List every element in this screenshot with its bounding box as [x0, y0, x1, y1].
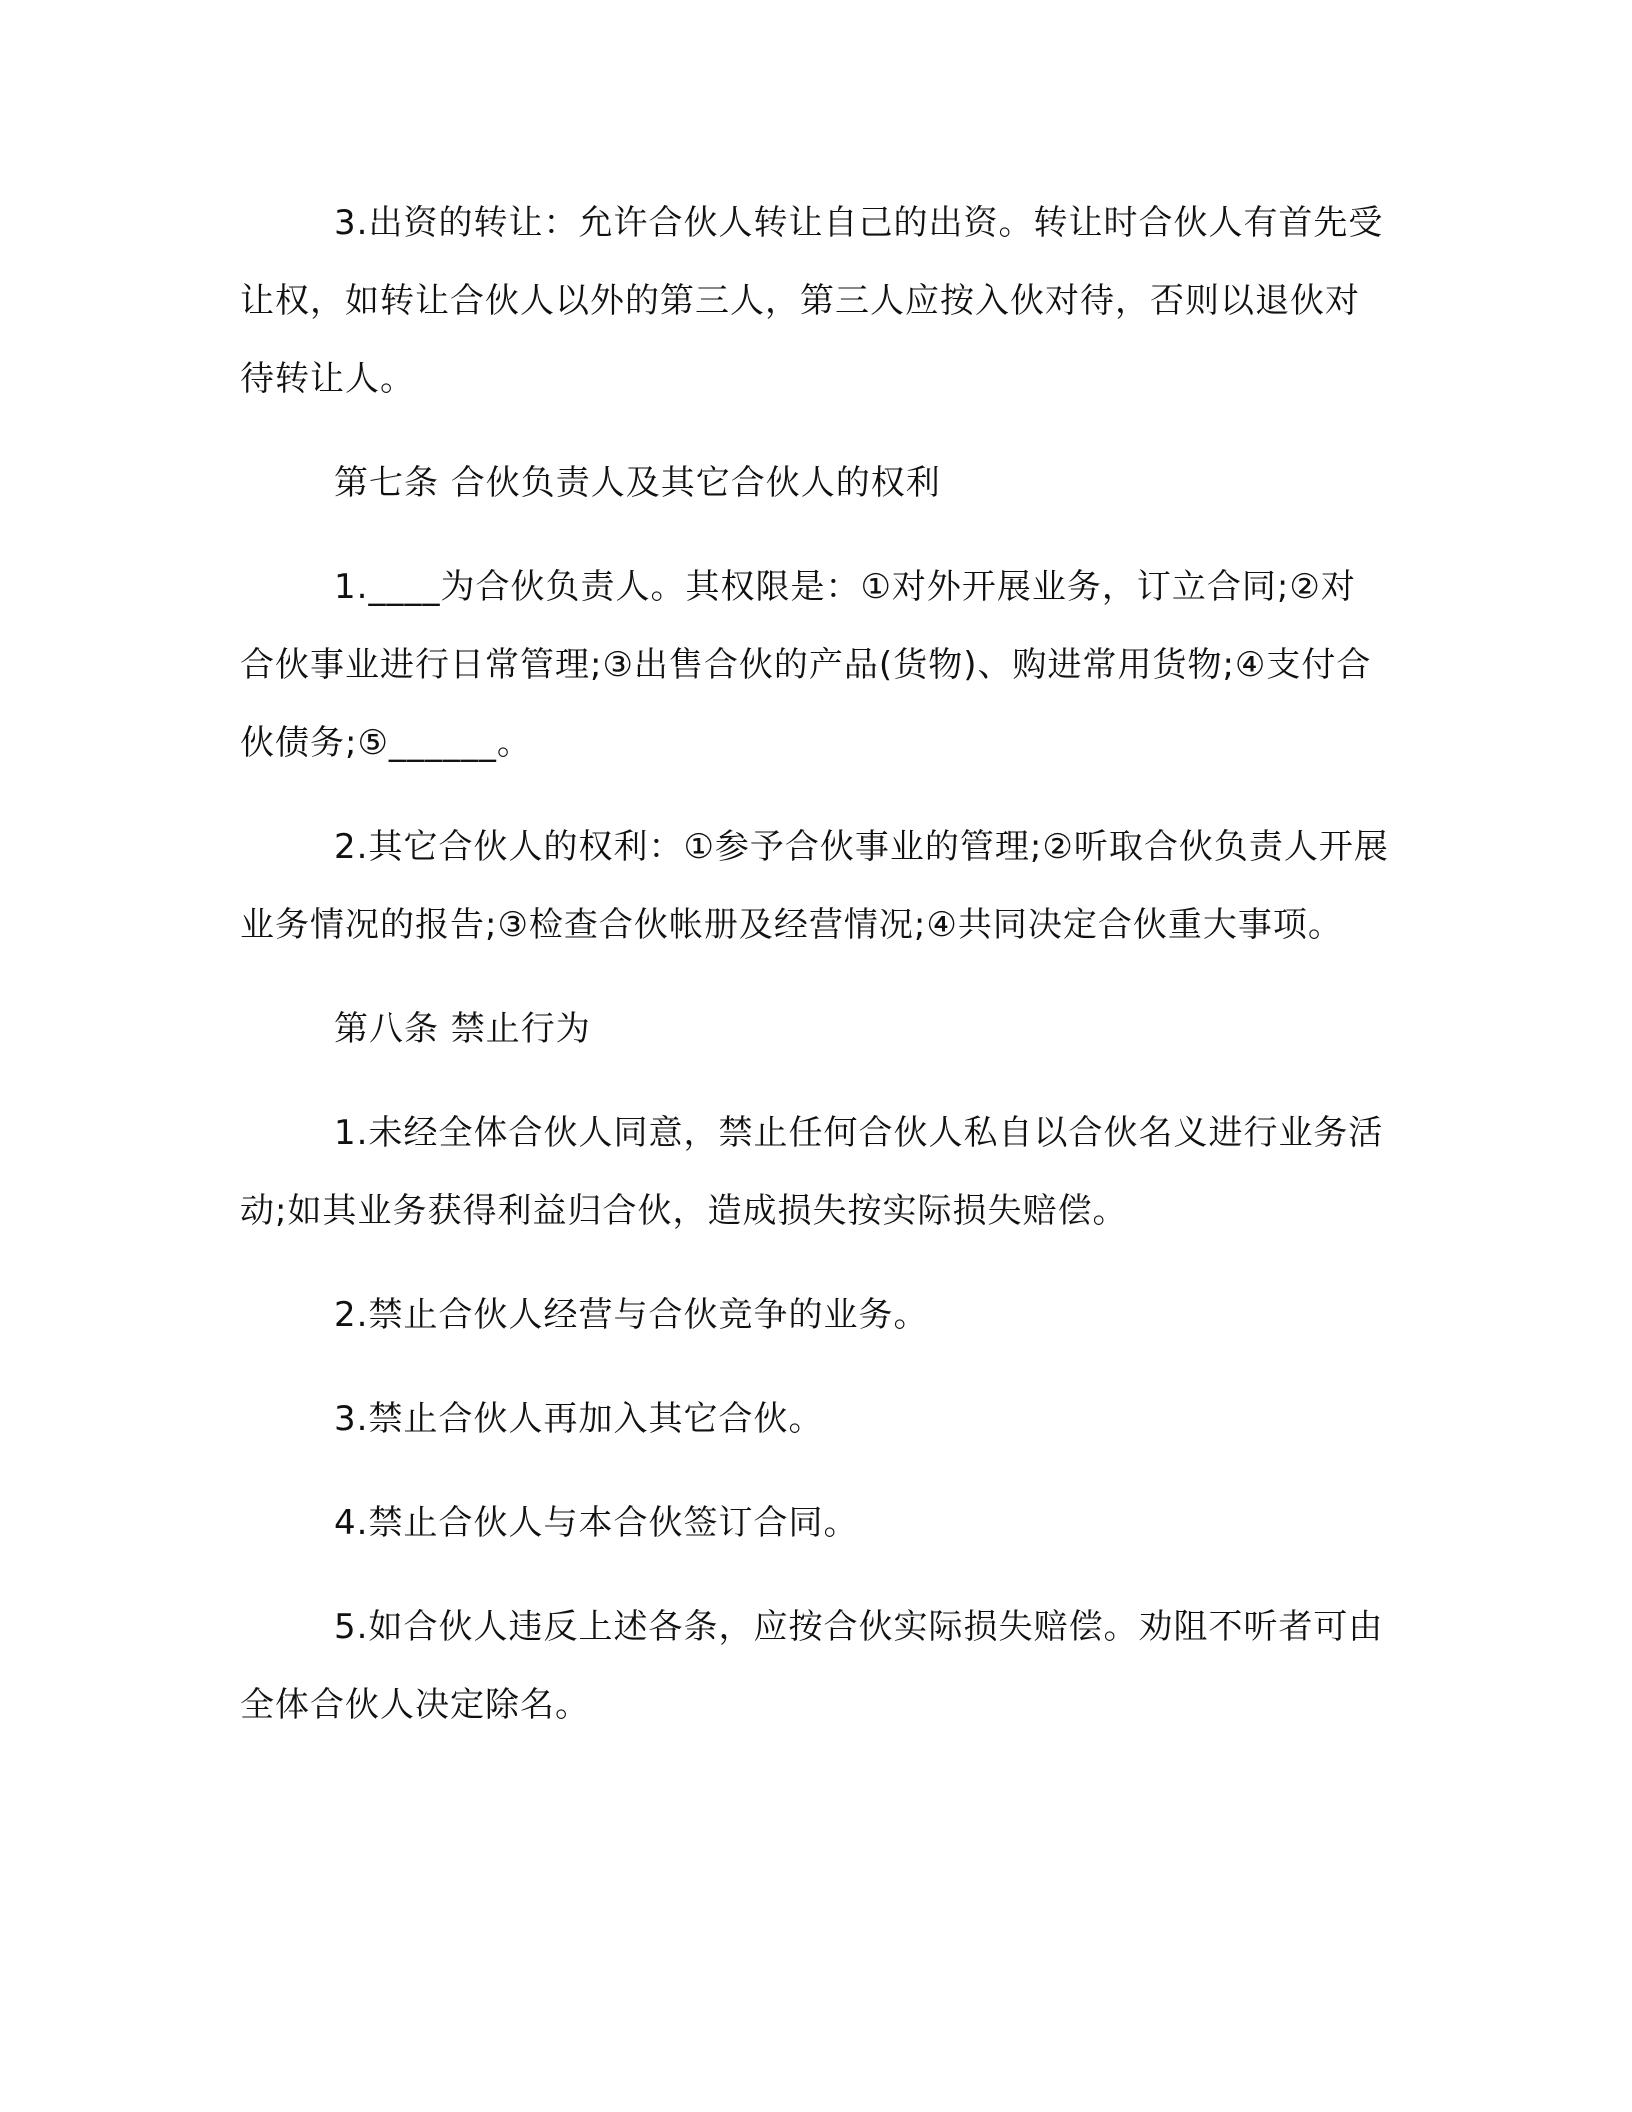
paragraph-prohibition-3: 3.禁止合伙人再加入其它合伙。 — [334, 1399, 824, 1439]
article-8-heading: 第八条 禁止行为 — [334, 1009, 591, 1049]
paragraph-prohibition-4: 4.禁止合伙人与本合伙签订合同。 — [334, 1503, 859, 1543]
document-body — [240, 184, 1390, 1770]
paragraph-prohibition-5: 5.如合伙人违反上述各条，应按合伙实际损失赔偿。劝阻不听者可由全体合伙人决定除名。 — [240, 1607, 1384, 1725]
paragraph-prohibition-1: 1.未经全体合伙人同意，禁止任何合伙人私自以合伙名义进行业务活动;如其业务获得利益归合伙，造成损失按实际损失赔偿。 — [240, 1113, 1384, 1231]
paragraph-other-partners-rights: 2.其它合伙人的权利：①参予合伙事业的管理;②听取合伙负责人开展业务情况的报告;③检查合伙帐册及经营情况;④共同决定合伙重大事项。 — [240, 827, 1389, 945]
article-7-heading: 第七条 合伙负责人及其它合伙人的权利 — [334, 463, 941, 503]
paragraph-capital-transfer: 3.出资的转让：允许合伙人转让自己的出资。转让时合伙人有首先受让权，如转让合伙人以外的第三人，第三人应按入伙对待，否则以退伙对待转让人。 — [240, 203, 1384, 399]
paragraph-partner-in-charge: 1.____为合伙负责人。其权限是：①对外开展业务，订立合同;②对合伙事业进行日常管理;③出售合伙的产品(货物)、购进常用货物;④支付合伙债务;⑤______。 — [240, 567, 1372, 763]
paragraph-prohibition-2: 2.禁止合伙人经营与合伙竞争的业务。 — [334, 1295, 929, 1335]
